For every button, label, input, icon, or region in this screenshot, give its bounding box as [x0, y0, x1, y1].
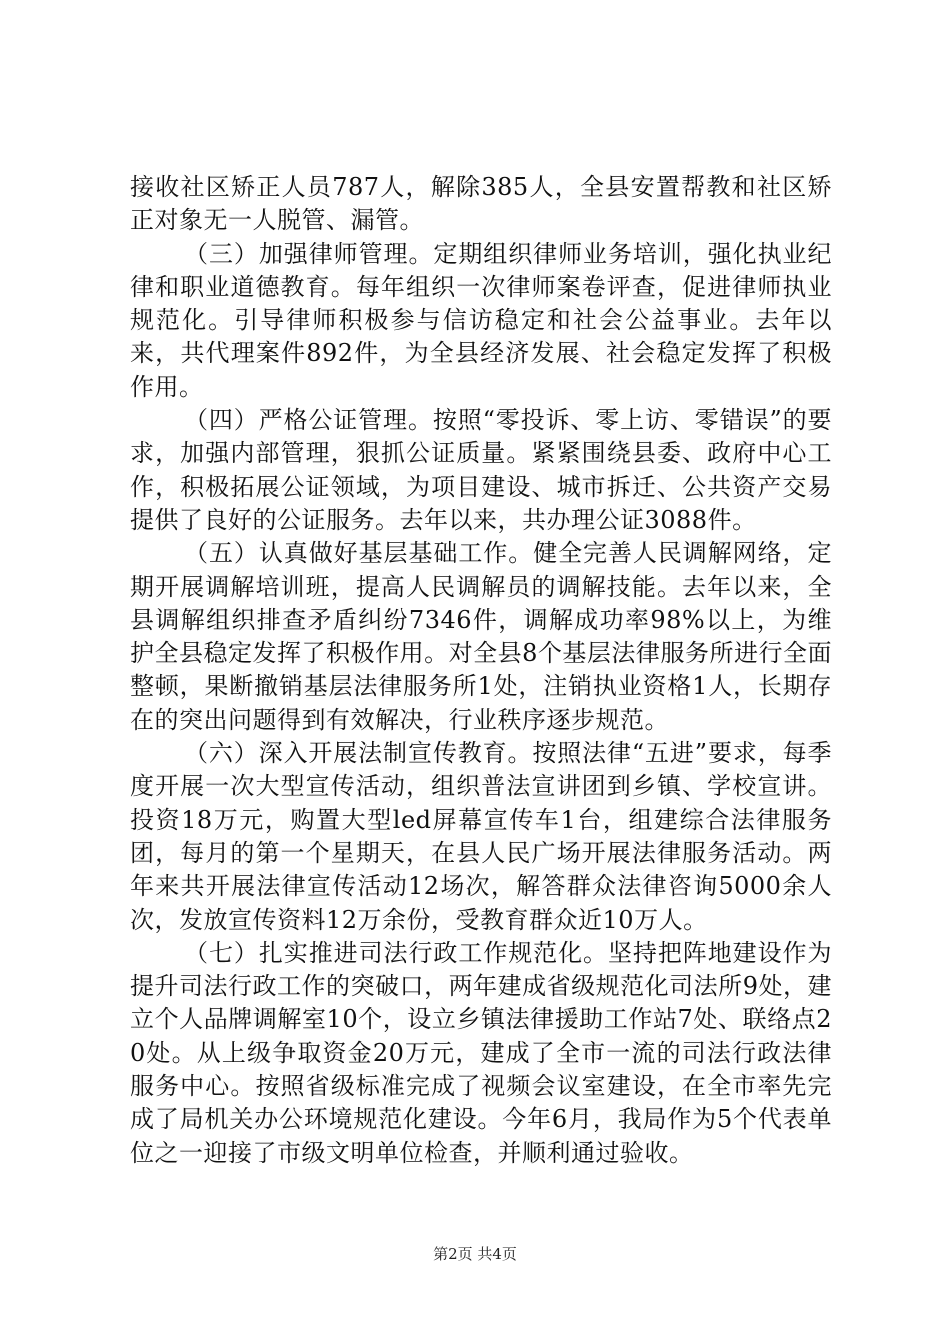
paragraph-standardization: （七）扎实推进司法行政工作规范化。坚持把阵地建设作为提升司法行政工作的突破口，两年建成省级规范化司法所9处，建立个人品牌调解室10个，设立乡镇法律援助工作站7处、联络点20处。从上级争取资金20万元，建成了全市一流的司法行政法律服务中心。按照省级标准完成了视频会议室建设，在全市率先完成了局机关办公环境规范化建设。今年6月，我局作为5个代表单位之一迎接了市级文明单位检查，并顺利通过验收。 — [130, 938, 832, 1167]
paragraph-lawyer-management: （三）加强律师管理。定期组织律师业务培训，强化执业纪律和职业道德教育。每年组织一次律师案卷评查，促进律师执业规范化。引导律师积极参与信访稳定和社会公益事业。去年以来，共代理案件892件，为全县经济发展、社会稳定发挥了积极作用。 — [130, 239, 832, 401]
paragraph-grassroots-work: （五）认真做好基层基础工作。健全完善人民调解网络，定期开展调解培训班，提高人民调解员的调解技能。去年以来，全县调解组织排查矛盾纠纷7346件，调解成功率98%以上，为维护全县稳定发挥了积极作用。对全县8个基层法律服务所进行全面整顿，果断撤销基层法律服务所1处，注销执业资格1人，长期存在的突出问题得到有效解决，行业秩序逐步规范。 — [130, 539, 832, 734]
document-body — [130, 171, 832, 1170]
paragraph-continuation: 接收社区矫正人员787人，解除385人，全县安置帮教和社区矫正对象无一人脱管、漏管。 — [130, 173, 832, 235]
paragraph-notary-management: （四）严格公证管理。按照“零投诉、零上访、零错误”的要求，加强内部管理，狠抓公证质量。紧紧围绕县委、政府中心工作，积极拓展公证领域，为项目建设、城市拆迁、公共资产交易提供了良好的公证服务。去年以来，共办理公证3088件。 — [130, 406, 832, 534]
paragraph-legal-education: （六）深入开展法制宣传教育。按照法律“五进”要求，每季度开展一次大型宣传活动，组织普法宣讲团到乡镇、学校宣讲。投资18万元，购置大型led屏幕宣传车1台，组建综合法律服务团，每月的第一个星期天，在县人民广场开展法律服务活动。两年来共开展法律宣传活动12场次，解答群众法律咨询5000余人次，发放宣传资料12万余份，受教育群众近10万人。 — [130, 739, 832, 934]
page-footer: 第2页 共4页 — [433, 1245, 517, 1263]
